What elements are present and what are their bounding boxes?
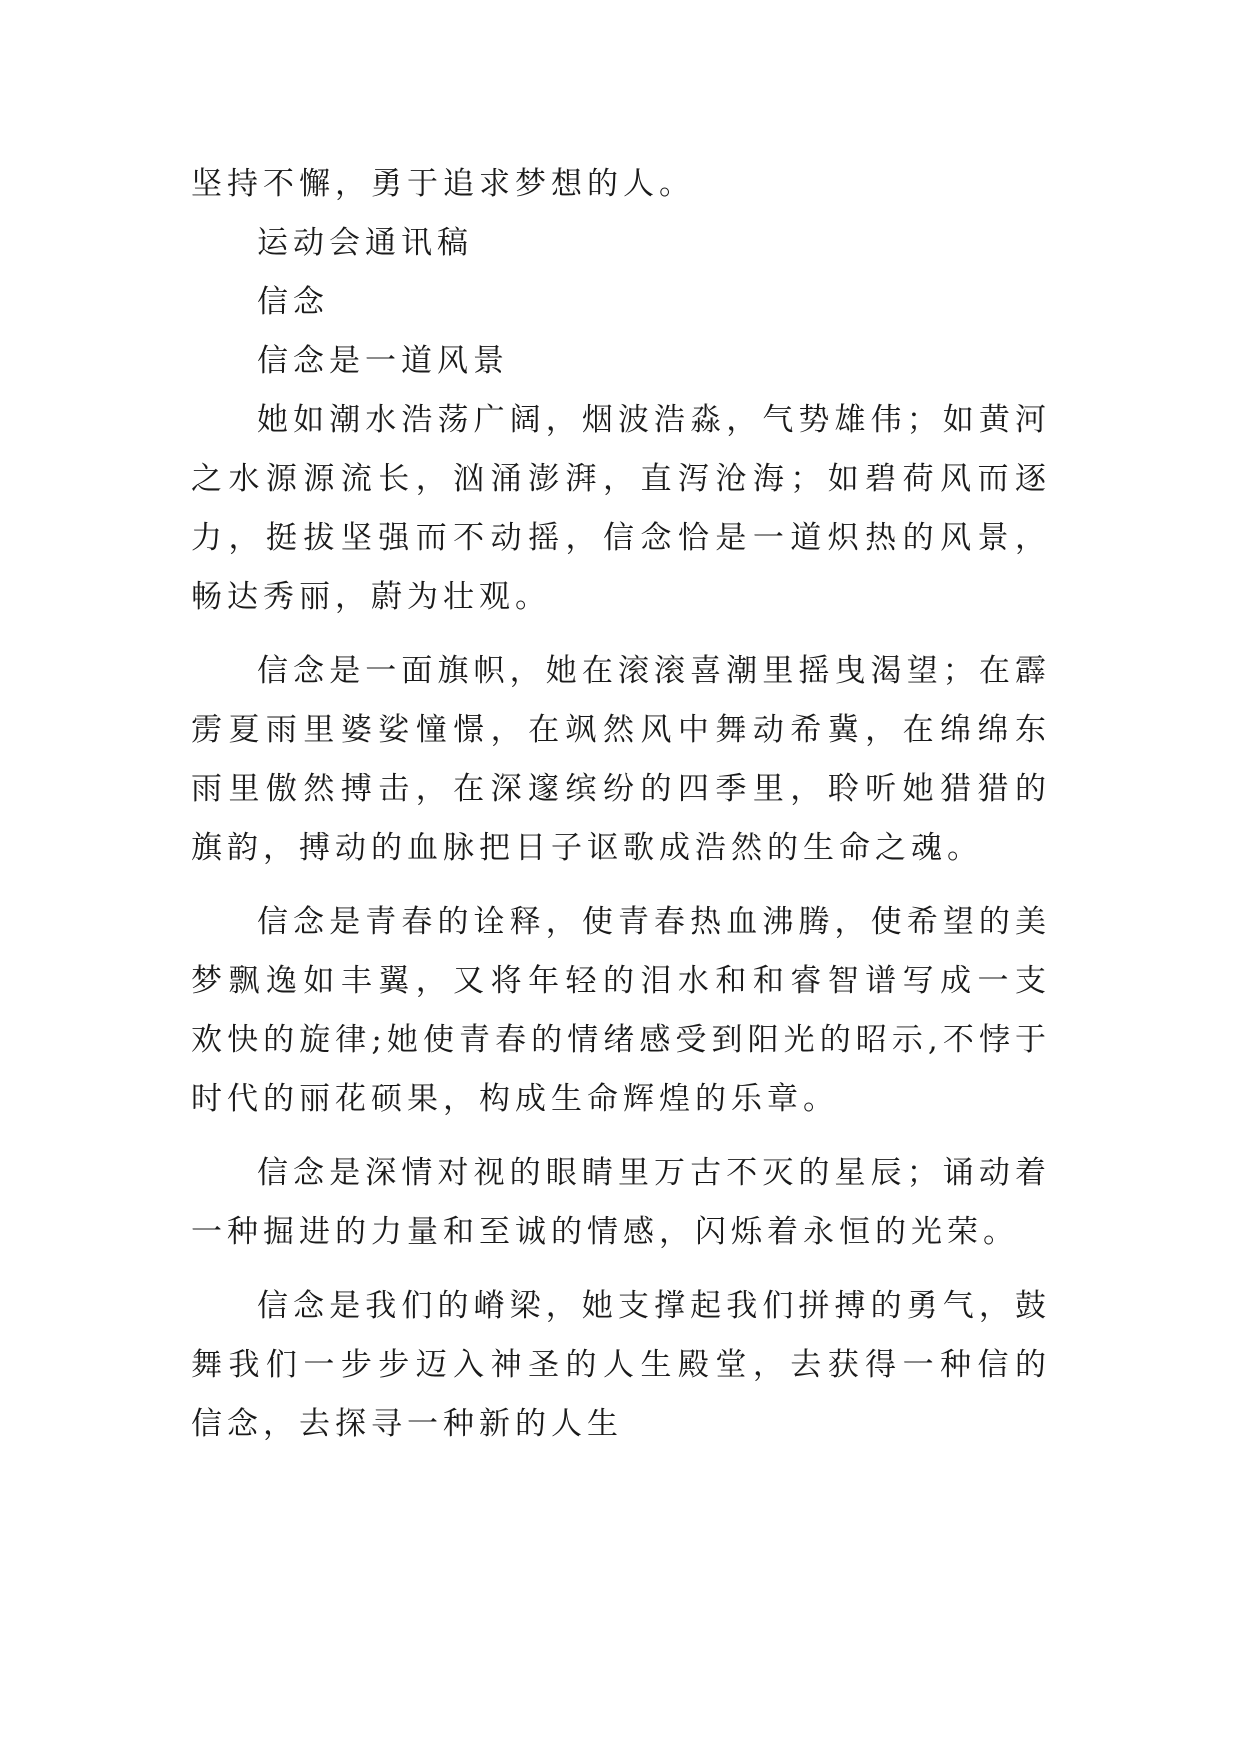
body-paragraph: 信念是青春的诠释，使青春热血沸腾，使希望的美梦飘逸如丰翼，又将年轻的泪水和和睿智谱写成一支欢快的旋律;她使青春的情绪感受到阳光的昭示,不悖于时代的丽花硕果，构成生命辉煌的乐章。 xyxy=(191,904,1051,1117)
body-paragraph: 信念是深情对视的眼睛里万古不灭的星辰；诵动着一种掘进的力量和至诚的情感，闪烁着永恒的光荣。 xyxy=(191,1155,1051,1250)
subsection-heading: 信念是一道风景 xyxy=(257,343,509,379)
body-paragraph: 信念是一面旗帜，她在滚滚喜潮里摇曳渴望；在霹雳夏雨里婆娑憧憬，在飒然风中舞动希冀，在绵绵东雨里傲然搏击，在深邃缤纷的四季里，聆听她猎猎的旗韵，搏动的血脉把日子讴歌成浩然的生命之魂。 xyxy=(191,653,1051,866)
article-title: 运动会通讯稿 xyxy=(257,225,473,261)
body-paragraph: 信念是我们的嵴梁，她支撑起我们拼搏的勇气，鼓舞我们一步步迈入神圣的人生殿堂，去获得一种信的信念，去探寻一种新的人生 xyxy=(191,1288,1051,1442)
document-body xyxy=(191,155,1051,1454)
section-heading: 信念 xyxy=(257,284,329,320)
body-paragraph: 她如潮水浩荡广阔，烟波浩淼，气势雄伟；如黄河之水源源流长，汹涌澎湃，直泻沧海；如碧荷风而逐力，挺拔坚强而不动摇，信念恰是一道炽热的风景，畅达秀丽，蔚为壮观。 xyxy=(191,402,1051,615)
paragraph-continuation: 坚持不懈，勇于追求梦想的人。 xyxy=(191,166,695,202)
